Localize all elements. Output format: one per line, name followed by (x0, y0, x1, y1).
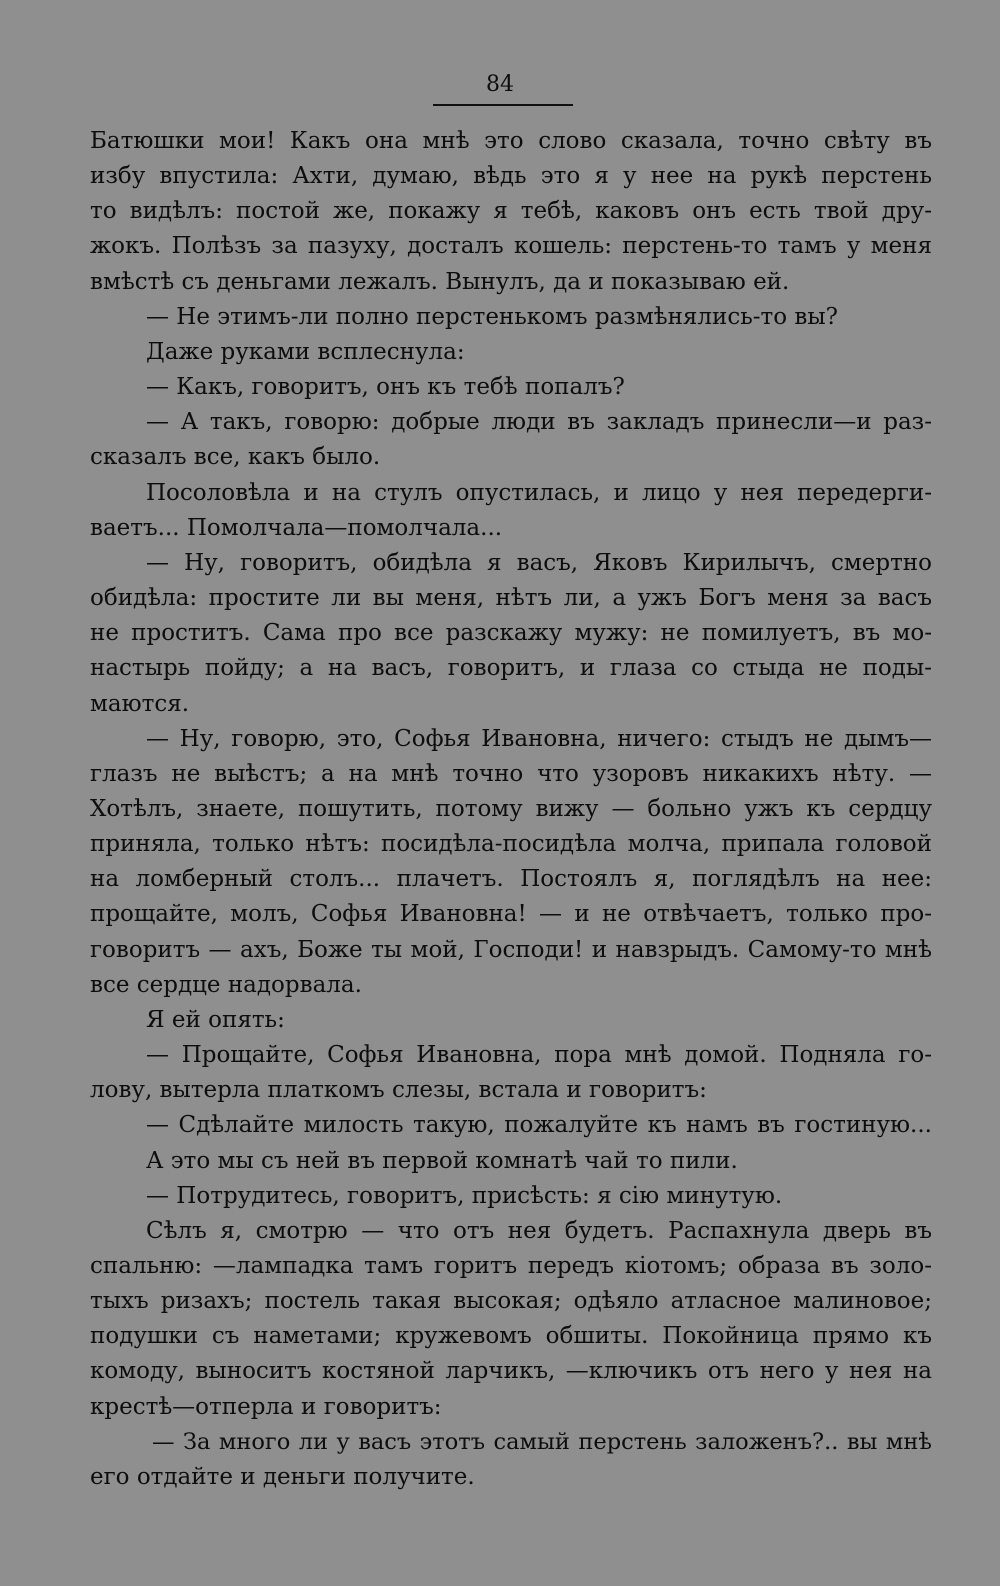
text-line: не проститъ. Сама про все разскажу мужу: не помилуетъ, въ мо- (90, 620, 932, 647)
text-line: сказалъ все, какъ было. (90, 444, 381, 471)
text-line: — Ну, говоритъ, обидѣла я васъ, Яковъ Кирилычъ, смертно (146, 549, 932, 576)
text-line: Даже руками всплеснула: (146, 338, 465, 365)
text-line: Батюшки мои! Какъ она мнѣ это слово сказала, точно свѣту въ (90, 128, 932, 154)
text-line: прощайте, молъ, Софья Ивановна! — и не отвѣчаетъ, только про- (90, 901, 932, 928)
text-line: тыхъ ризахъ; постель такая высокая; одѣяло атласное малиновое; (90, 1288, 932, 1315)
text-line: обидѣла: простите ли вы меня, нѣтъ ли, а ужъ Богъ меня за васъ (90, 585, 932, 612)
text-line: вмѣстѣ съ деньгами лежалъ. Вынулъ, да и показываю ей. (90, 268, 790, 295)
text-line: жокъ. Полѣзъ за пазуху, досталъ кошель: перстень-то тамъ у меня (90, 233, 932, 260)
text-line: Хотѣлъ, знаете, пошутить, потому вижу — больно ужъ къ сердцу (90, 795, 932, 822)
text-line: крестѣ—отперла и говоритъ: (90, 1393, 442, 1420)
text-line: приняла, только нѣтъ: посидѣла-посидѣла молча, припала головой (90, 831, 932, 858)
text-line: все сердце надорвала. (90, 971, 362, 998)
text-line: А это мы съ ней въ первой комнатѣ чай то пили. (146, 1147, 738, 1174)
text-line: Я ей опять: (146, 1006, 285, 1033)
text-line: — Ну, говорю, это, Софья Ивановна, ничего: стыдъ не дымъ— (146, 725, 932, 752)
text-line: — Не этимъ-ли полно перстенькомъ размѣнялись-то вы? (146, 303, 838, 330)
text-line: его отдайте и деньги получите. (90, 1463, 475, 1490)
text-line: то видѣлъ: постой же, покажу я тебѣ, каковъ онъ есть твой дру- (90, 198, 932, 225)
text-line: говоритъ — ахъ, Боже ты мой, Господи! и навзрыдъ. Самому-то мнѣ (90, 936, 932, 963)
page-number: 84 (486, 72, 514, 97)
body-text (90, 124, 932, 1495)
text-line: лову, вытерла платкомъ слезы, встала и говоритъ: (90, 1077, 707, 1104)
text-line: комоду, выноситъ костяной ларчикъ, —ключикъ отъ него у нея на (90, 1358, 932, 1385)
text-line: подушки съ наметами; кружевомъ обшиты. Покойница прямо къ (90, 1323, 932, 1350)
text-line: маются. (90, 690, 190, 717)
text-line: — Какъ, говоритъ, онъ къ тебѣ попалъ? (146, 374, 625, 401)
text-line: избу впустила: Ахти, думаю, вѣдь это я у нее на рукѣ перстень (90, 163, 932, 190)
text-line: — Потрудитесь, говоритъ, присѣсть: я сію минутую. (146, 1182, 783, 1209)
text-line: — За много ли у васъ этотъ самый перстень заложенъ?.. вы мнѣ (152, 1428, 932, 1455)
text-line: глазъ не выѣстъ; а на мнѣ точно что узоровъ никакихъ нѣту. — (90, 760, 932, 787)
text-line: спальню: —лампадка тамъ горитъ передъ кіотомъ; образа въ золо- (90, 1253, 932, 1279)
text-line: — Сдѣлайте милость такую, пожалуйте къ намъ въ гостиную... (146, 1112, 932, 1139)
text-line: — Прощайте, Софья Ивановна, пора мнѣ домой. Подняла го- (146, 1042, 932, 1069)
text-line: — А такъ, говорю: добрые люди въ закладъ принесли—и раз- (146, 409, 932, 436)
text-line: ваетъ... Помолчала—помолчала... (90, 514, 503, 541)
text-line: Посоловѣла и на стулъ опустилась, и лицо у нея передерги- (146, 479, 932, 506)
header-rule (433, 104, 573, 106)
text-line: на ломберный столъ... плачетъ. Постоялъ я, поглядѣлъ на нее: (90, 866, 932, 893)
text-line: Сѣлъ я, смотрю — что отъ нея будетъ. Распахнула дверь въ (146, 1217, 932, 1244)
text-line: настырь пойду; а на васъ, говоритъ, и глаза со стыда не поды- (90, 655, 932, 682)
